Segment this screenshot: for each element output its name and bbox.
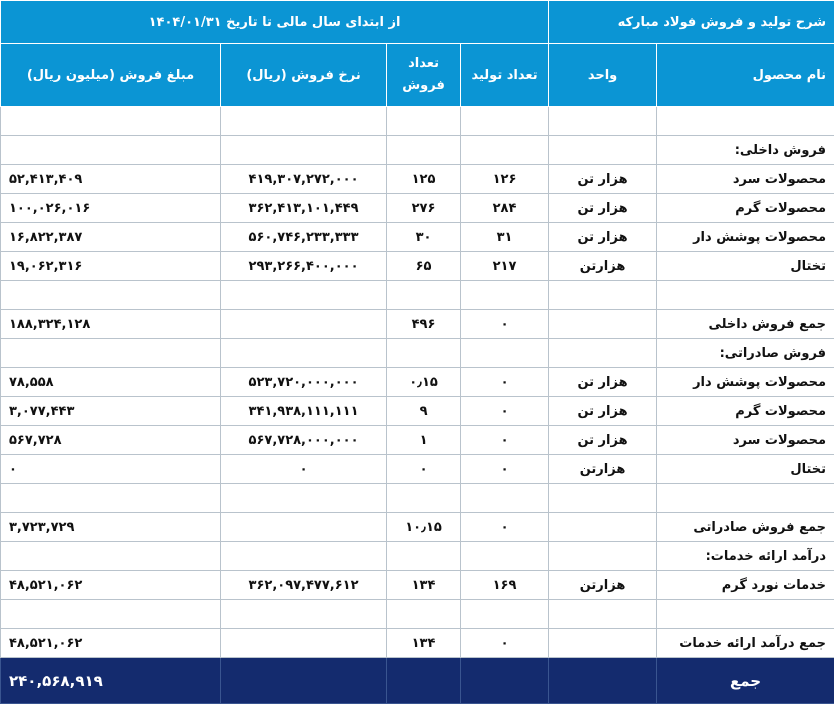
period-title: از ابتدای سال مالی تا تاریخ ۱۴۰۴/۰۱/۳۱: [1, 1, 549, 44]
product-name-cell: جمع فروش داخلی: [657, 310, 834, 339]
product-name-cell: جمع فروش صادراتی: [657, 513, 834, 542]
sales-amount-cell: ۴۸,۵۲۱,۰۶۲: [1, 571, 221, 600]
sales-amount-cell: [1, 542, 221, 571]
table-row: [1, 107, 834, 136]
table-cell: [221, 658, 387, 704]
sales-rate-cell: ۳۴۱,۹۳۸,۱۱۱,۱۱۱: [221, 397, 387, 426]
sales-count-cell: ۱۲۵: [387, 165, 461, 194]
production-count-cell: [461, 281, 549, 310]
table-row: [1, 339, 834, 368]
sales-count-cell: ۲۷۶: [387, 194, 461, 223]
production-count-cell: ۱۲۶: [461, 165, 549, 194]
unit-cell: [549, 310, 657, 339]
sales-count-cell: [387, 281, 461, 310]
table-row: [1, 455, 834, 484]
sales-amount-cell: ۳,۷۲۳,۷۲۹: [1, 513, 221, 542]
table-row: [1, 165, 834, 194]
sales-count-cell: [387, 484, 461, 513]
sales-rate-cell: [221, 281, 387, 310]
production-count-cell: [461, 600, 549, 629]
unit-cell: [549, 513, 657, 542]
production-count-cell: [461, 484, 549, 513]
table-row: [1, 252, 834, 281]
sales-amount-cell: [1, 600, 221, 629]
sales-amount-cell: ۱۸۸,۳۲۴,۱۲۸: [1, 310, 221, 339]
grand-total-row: [1, 658, 834, 704]
sales-count-cell: ۱: [387, 426, 461, 455]
sales-count-cell: [387, 542, 461, 571]
sales-rate-cell: ۲۹۳,۲۶۶,۴۰۰,۰۰۰: [221, 252, 387, 281]
sales-rate-cell: ۰: [221, 455, 387, 484]
col-header-product-name: نام محصول: [657, 44, 834, 107]
table-row: [1, 629, 834, 658]
unit-cell: [549, 136, 657, 165]
sales-count-cell: ۱۳۴: [387, 571, 461, 600]
product-name-cell: فروش صادراتی:: [657, 339, 834, 368]
production-count-cell: ۳۱: [461, 223, 549, 252]
sales-rate-cell: ۵۶۷,۷۲۸,۰۰۰,۰۰۰: [221, 426, 387, 455]
sales-count-cell: ۶۵: [387, 252, 461, 281]
header-row-1: [1, 1, 834, 44]
grand-total-amount: ۲۴۰,۵۶۸,۹۱۹: [1, 658, 221, 704]
production-count-cell: [461, 339, 549, 368]
table-title: شرح تولید و فروش فولاد مبارکه: [549, 1, 834, 44]
unit-cell: هزار تن: [549, 426, 657, 455]
unit-cell: هزارتن: [549, 455, 657, 484]
sales-count-cell: ۳۰: [387, 223, 461, 252]
product-name-cell: تختال: [657, 455, 834, 484]
sales-amount-cell: [1, 136, 221, 165]
sales-rate-cell: [221, 310, 387, 339]
table-row: [1, 542, 834, 571]
production-count-cell: ۰: [461, 397, 549, 426]
sales-rate-cell: [221, 484, 387, 513]
sales-rate-cell: [221, 339, 387, 368]
sales-count-cell: ۰٫۱۵: [387, 368, 461, 397]
product-name-cell: محصولات پوشش دار: [657, 368, 834, 397]
unit-cell: هزار تن: [549, 223, 657, 252]
sales-count-cell: [387, 339, 461, 368]
grand-total-label: جمع: [657, 658, 834, 704]
unit-cell: هزار تن: [549, 397, 657, 426]
sales-amount-cell: [1, 484, 221, 513]
product-name-cell: محصولات سرد: [657, 165, 834, 194]
sales-amount-cell: ۵۶۷,۷۲۸: [1, 426, 221, 455]
production-count-cell: ۰: [461, 629, 549, 658]
col-header-sales-count: تعداد فروش: [387, 44, 461, 107]
production-count-cell: ۲۸۴: [461, 194, 549, 223]
production-count-cell: ۲۱۷: [461, 252, 549, 281]
sales-amount-cell: ۰: [1, 455, 221, 484]
product-name-cell: [657, 600, 834, 629]
product-name-cell: محصولات پوشش دار: [657, 223, 834, 252]
unit-cell: [549, 484, 657, 513]
col-header-sales-rate: نرخ فروش (ریال): [221, 44, 387, 107]
unit-cell: هزارتن: [549, 571, 657, 600]
production-count-cell: ۰: [461, 368, 549, 397]
unit-cell: [549, 107, 657, 136]
sales-amount-cell: [1, 107, 221, 136]
sales-count-cell: [387, 136, 461, 165]
production-count-cell: ۱۶۹: [461, 571, 549, 600]
sales-amount-cell: [1, 281, 221, 310]
sales-amount-cell: ۱۹,۰۶۲,۳۱۶: [1, 252, 221, 281]
table-cell: [461, 658, 549, 704]
sales-rate-cell: [221, 513, 387, 542]
product-name-cell: [657, 281, 834, 310]
col-header-unit: واحد: [549, 44, 657, 107]
sales-rate-cell: [221, 542, 387, 571]
product-name-cell: [657, 484, 834, 513]
product-name-cell: درآمد ارائه خدمات:: [657, 542, 834, 571]
table-row: [1, 223, 834, 252]
product-name-cell: جمع درآمد ارائه خدمات: [657, 629, 834, 658]
production-count-cell: ۰: [461, 513, 549, 542]
sales-count-cell: ۹: [387, 397, 461, 426]
production-count-cell: [461, 107, 549, 136]
unit-cell: [549, 629, 657, 658]
sales-count-cell: ۰: [387, 455, 461, 484]
sales-rate-cell: ۵۲۳,۷۲۰,۰۰۰,۰۰۰: [221, 368, 387, 397]
table-row: [1, 281, 834, 310]
unit-cell: [549, 542, 657, 571]
sales-rate-cell: [221, 107, 387, 136]
production-count-cell: ۰: [461, 310, 549, 339]
table-row: [1, 426, 834, 455]
sales-rate-cell: ۳۶۲,۴۱۳,۱۰۱,۴۴۹: [221, 194, 387, 223]
sales-rate-cell: [221, 629, 387, 658]
sales-count-cell: [387, 600, 461, 629]
table-row: [1, 571, 834, 600]
table-row: [1, 484, 834, 513]
product-name-cell: محصولات سرد: [657, 426, 834, 455]
sales-amount-cell: ۱۰۰,۰۲۶,۰۱۶: [1, 194, 221, 223]
sales-amount-cell: ۳,۰۷۷,۴۴۳: [1, 397, 221, 426]
unit-cell: [549, 600, 657, 629]
product-name-cell: محصولات گرم: [657, 397, 834, 426]
unit-cell: هزار تن: [549, 194, 657, 223]
unit-cell: هزار تن: [549, 368, 657, 397]
sales-count-cell: ۱۰٫۱۵: [387, 513, 461, 542]
table-row: [1, 194, 834, 223]
sales-amount-cell: ۷۸,۵۵۸: [1, 368, 221, 397]
table-row: [1, 136, 834, 165]
sales-amount-cell: ۵۲,۴۱۳,۴۰۹: [1, 165, 221, 194]
production-count-cell: ۰: [461, 426, 549, 455]
sales-rate-cell: [221, 600, 387, 629]
header-row-2: [1, 44, 834, 107]
production-count-cell: ۰: [461, 455, 549, 484]
production-count-cell: [461, 136, 549, 165]
product-name-cell: تختال: [657, 252, 834, 281]
unit-cell: هزار تن: [549, 165, 657, 194]
col-header-sales-amount: مبلغ فروش (میلیون ریال): [1, 44, 221, 107]
sales-count-cell: ۴۹۶: [387, 310, 461, 339]
sales-rate-cell: ۳۶۲,۰۹۷,۴۷۷,۶۱۲: [221, 571, 387, 600]
table-cell: [387, 658, 461, 704]
unit-cell: هزارتن: [549, 252, 657, 281]
table-row: [1, 513, 834, 542]
product-name-cell: [657, 107, 834, 136]
table-row: [1, 310, 834, 339]
sales-rate-cell: ۵۶۰,۷۴۶,۲۳۳,۳۳۳: [221, 223, 387, 252]
table-row: [1, 368, 834, 397]
product-name-cell: محصولات گرم: [657, 194, 834, 223]
sales-count-cell: [387, 107, 461, 136]
sales-rate-cell: ۴۱۹,۳۰۷,۲۷۲,۰۰۰: [221, 165, 387, 194]
unit-cell: [549, 339, 657, 368]
col-header-production-count: تعداد تولید: [461, 44, 549, 107]
sales-amount-cell: ۴۸,۵۲۱,۰۶۲: [1, 629, 221, 658]
sales-amount-cell: ۱۶,۸۲۲,۳۸۷: [1, 223, 221, 252]
table-row: [1, 600, 834, 629]
sales-rate-cell: [221, 136, 387, 165]
production-count-cell: [461, 542, 549, 571]
unit-cell: [549, 281, 657, 310]
product-name-cell: خدمات نورد گرم: [657, 571, 834, 600]
table-cell: [549, 658, 657, 704]
sales-amount-cell: [1, 339, 221, 368]
sales-count-cell: ۱۳۴: [387, 629, 461, 658]
table-row: [1, 397, 834, 426]
product-name-cell: فروش داخلی:: [657, 136, 834, 165]
